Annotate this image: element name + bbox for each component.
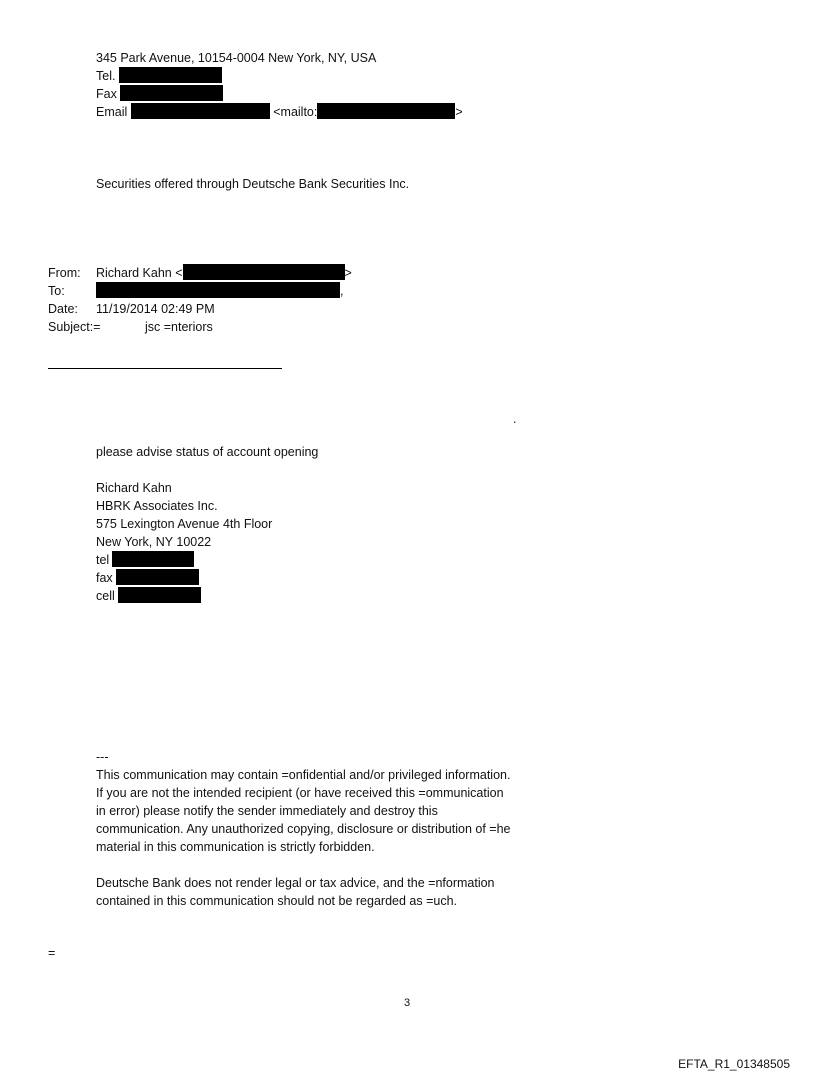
page-number: 3 bbox=[404, 997, 411, 1009]
signature-company: HBRK Associates Inc. bbox=[96, 499, 218, 513]
address-line: 345 Park Avenue, 10154-0004 New York, NY, USA bbox=[96, 51, 377, 65]
redaction-block bbox=[317, 103, 455, 119]
disclaimer-line: If you are not the intended recipient (or have received this =ommunication bbox=[96, 786, 504, 800]
date-label: Date: bbox=[48, 302, 78, 316]
redaction-block bbox=[96, 282, 340, 298]
signature-tel bbox=[96, 551, 194, 569]
redaction-block bbox=[112, 551, 194, 567]
to-tail: , bbox=[340, 284, 344, 298]
redaction-block bbox=[119, 67, 222, 83]
tel-line bbox=[96, 67, 222, 85]
securities-note: Securities offered through Deutsche Bank Securities Inc. bbox=[96, 177, 410, 191]
redaction-block bbox=[131, 103, 270, 119]
mailto-open: <mailto: bbox=[273, 105, 318, 119]
disclaimer-line: in error) please notify the sender immediately and destroy this bbox=[96, 804, 438, 818]
from-value bbox=[96, 264, 352, 282]
disclaimer-line: communication. Any unauthorized copying, disclosure or distribution of =he bbox=[96, 822, 511, 836]
disclaimer-line: contained in this communication should not be regarded as =uch. bbox=[96, 894, 457, 908]
from-name: Richard Kahn < bbox=[96, 266, 183, 280]
subject-value: jsc =nteriors bbox=[145, 320, 213, 334]
redaction-block bbox=[183, 264, 345, 280]
from-label: From: bbox=[48, 266, 81, 280]
signature-city: New York, NY 10022 bbox=[96, 535, 212, 549]
mailto-close: > bbox=[455, 105, 463, 119]
signature-cell bbox=[96, 587, 201, 605]
redaction-block bbox=[120, 85, 223, 101]
to-value bbox=[96, 282, 343, 300]
disclaimer-line: material in this communication is strictly forbidden. bbox=[96, 840, 375, 854]
fax-label: Fax bbox=[96, 87, 117, 101]
fax-line bbox=[96, 85, 223, 103]
disclaimer-separator: --- bbox=[96, 750, 109, 764]
disclaimer-line: Deutsche Bank does not render legal or tax advice, and the =nformation bbox=[96, 876, 495, 890]
body-message: please advise status of account opening bbox=[96, 445, 319, 459]
email-label: Email bbox=[96, 105, 128, 119]
signature-name: Richard Kahn bbox=[96, 481, 172, 495]
signature-fax bbox=[96, 569, 199, 587]
cell-label: cell bbox=[96, 589, 115, 603]
document-id: EFTA_R1_01348505 bbox=[678, 1057, 790, 1071]
stray-dot: . bbox=[513, 412, 517, 426]
redaction-block bbox=[118, 587, 201, 603]
fax-label: fax bbox=[96, 571, 113, 585]
tel-label: Tel. bbox=[96, 69, 116, 83]
subject-label: Subject:= bbox=[48, 320, 101, 334]
tel-label: tel bbox=[96, 553, 110, 567]
to-label: To: bbox=[48, 284, 65, 298]
from-close: > bbox=[344, 266, 352, 280]
signature-street: 575 Lexington Avenue 4th Floor bbox=[96, 517, 273, 531]
disclaimer-line: This communication may contain =onfidential and/or privileged information. bbox=[96, 768, 511, 782]
redaction-block bbox=[116, 569, 199, 585]
header-divider bbox=[48, 368, 282, 369]
trailing-equals: = bbox=[48, 946, 56, 960]
date-value: 11/19/2014 02:49 PM bbox=[96, 302, 215, 316]
email-line bbox=[96, 103, 463, 121]
